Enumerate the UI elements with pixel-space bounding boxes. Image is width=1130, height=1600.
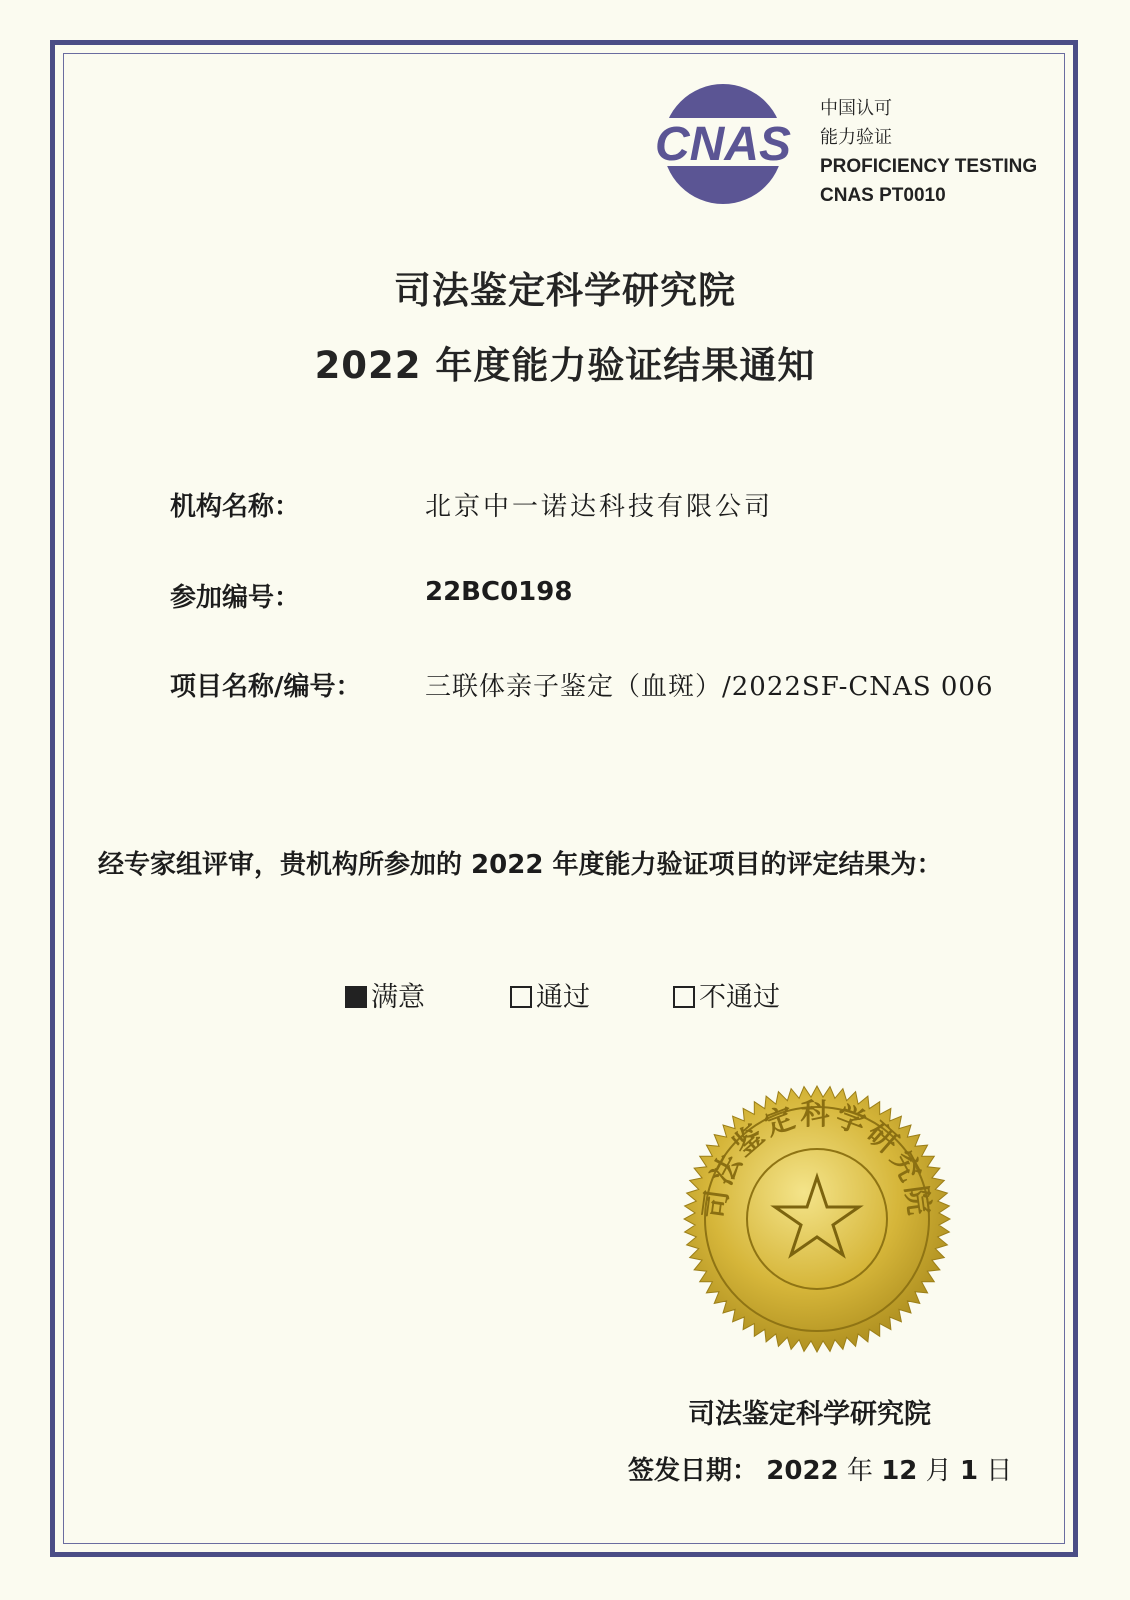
cnas-line-1: 中国认可 bbox=[820, 98, 892, 118]
option-satisfactory bbox=[345, 975, 425, 1014]
issuer-name: 司法鉴定科学研究院 bbox=[688, 1399, 931, 1430]
evaluation-statement: 经专家组评审，贵机构所参加的 2022 年度能力验证项目的评定结果为： bbox=[98, 850, 943, 880]
option-label: 不通过 bbox=[699, 982, 780, 1013]
cnas-line-3: PROFICIENCY TESTING bbox=[820, 156, 1038, 177]
option-fail bbox=[673, 975, 780, 1014]
cnas-logo-text: CNAS bbox=[654, 118, 792, 171]
issue-day: 1 bbox=[959, 1456, 979, 1486]
cnas-line-2: 能力验证 bbox=[820, 127, 892, 147]
title-institute: 司法鉴定科学研究院 bbox=[394, 269, 736, 312]
participant-id-label: 参加编号： bbox=[170, 583, 301, 613]
unchecked-box-icon bbox=[673, 986, 695, 1008]
issue-date bbox=[628, 1450, 1012, 1487]
month-unit: 月 bbox=[925, 1456, 952, 1486]
project-label: 项目名称/编号： bbox=[170, 672, 362, 702]
org-name-label: 机构名称： bbox=[170, 492, 301, 522]
org-name-value: 北京中一诺达科技有限公司 bbox=[425, 492, 774, 522]
checked-box-icon bbox=[345, 986, 367, 1008]
issue-year: 2022 bbox=[766, 1456, 839, 1486]
cnas-logo-icon bbox=[648, 80, 798, 208]
seal-text: 司法鉴定科学研究院 bbox=[696, 1096, 938, 1221]
option-label: 满意 bbox=[371, 982, 425, 1013]
unchecked-box-icon bbox=[510, 986, 532, 1008]
day-unit: 日 bbox=[986, 1456, 1013, 1486]
year-unit: 年 bbox=[846, 1456, 873, 1486]
cnas-line-4: CNAS PT0010 bbox=[820, 185, 946, 206]
option-label: 通过 bbox=[536, 982, 590, 1013]
project-value: 三联体亲子鉴定（血斑）/2022SF-CNAS 006 bbox=[425, 672, 994, 702]
cnas-info bbox=[820, 94, 1037, 210]
option-pass bbox=[510, 975, 590, 1014]
official-seal-icon bbox=[683, 1085, 951, 1353]
participant-id-value: 22BC0198 bbox=[425, 577, 573, 607]
issue-month: 12 bbox=[881, 1456, 918, 1486]
title-notice: 2022 年度能力验证结果通知 bbox=[314, 344, 816, 387]
issue-date-label: 签发日期： bbox=[628, 1456, 759, 1486]
